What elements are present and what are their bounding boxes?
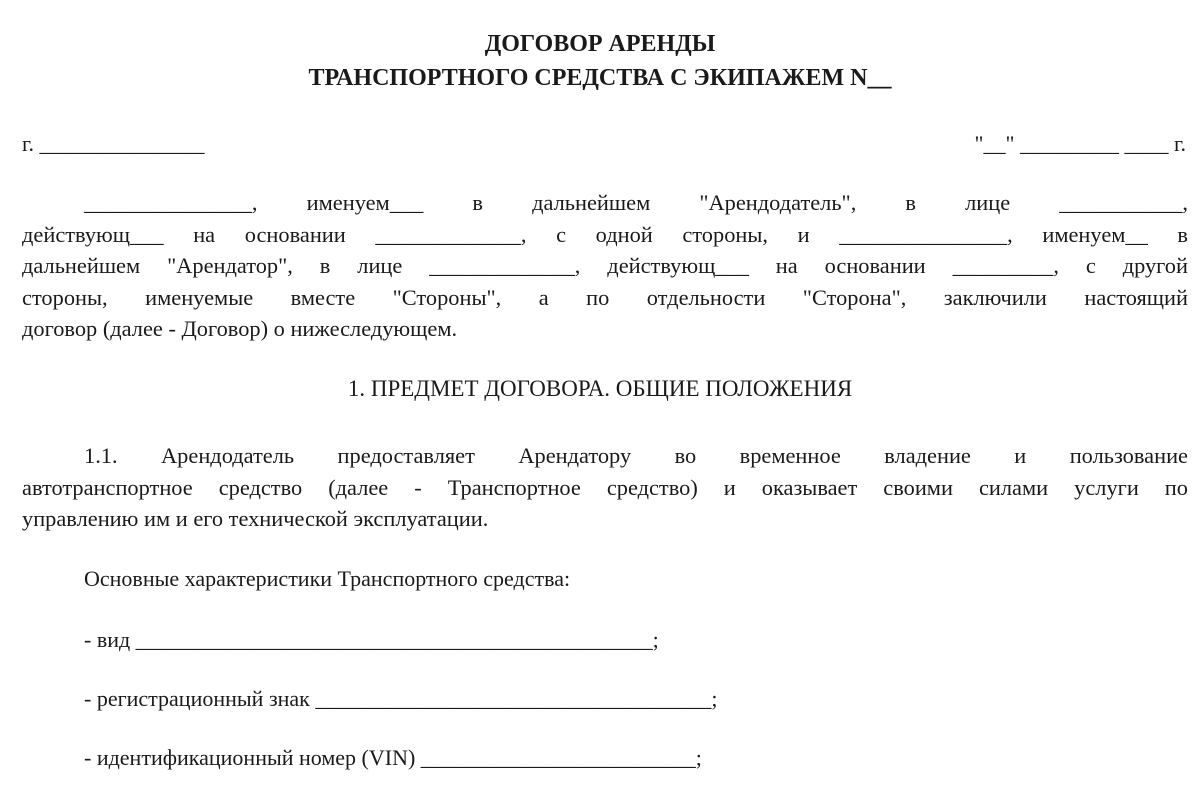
document-subtitle: ТРАНСПОРТНОГО СРЕДСТВА С ЭКИПАЖЕМ N__ — [308, 65, 892, 91]
intro-line: дальнейшем "Арендатор", в лице _____________, действующ___ на основании _________, с другой — [22, 253, 1188, 279]
intro-line: договор (далее - Договор) о нижеследующем. — [22, 316, 458, 342]
document-title: ДОГОВОР АРЕНДЫ — [484, 31, 716, 57]
clause-1-1 — [22, 440, 1188, 535]
clause-line: автотранспортное средство (далее - Транспортное средство) и оказывает своими силами услуги по — [22, 474, 1188, 500]
clause-line: 1.1. Арендодатель предоставляет Арендатору во временное владение и пользование — [84, 443, 1188, 468]
intro-line: действующ___ на основании _____________, с одной стороны, и _______________, именуем__ в — [22, 221, 1188, 247]
intro-line: _______________, именуем___ в дальнейшем "Арендодатель", в лице ___________, — [84, 190, 1188, 215]
intro-line: стороны, именуемые вместе "Стороны", а по отдельности "Сторона", заключили настоящий — [22, 284, 1188, 310]
characteristics-heading: Основные характеристики Транспортного средства: — [84, 566, 571, 591]
date-field: "__" _________ ____ г. — [974, 131, 1186, 156]
registration-plate-field: - регистрационный знак ____________________________________; — [84, 686, 718, 711]
clause-line: управлению им и его технической эксплуатации. — [22, 506, 489, 532]
city-field: г. _______________ — [22, 131, 205, 156]
intro-paragraph — [22, 187, 1188, 345]
section-heading: 1. ПРЕДМЕТ ДОГОВОРА. ОБЩИЕ ПОЛОЖЕНИЯ — [347, 376, 853, 401]
vin-field: - идентификационный номер (VIN) _________________________; — [84, 745, 702, 770]
vehicle-type-field: - вид _______________________________________________; — [84, 627, 659, 652]
